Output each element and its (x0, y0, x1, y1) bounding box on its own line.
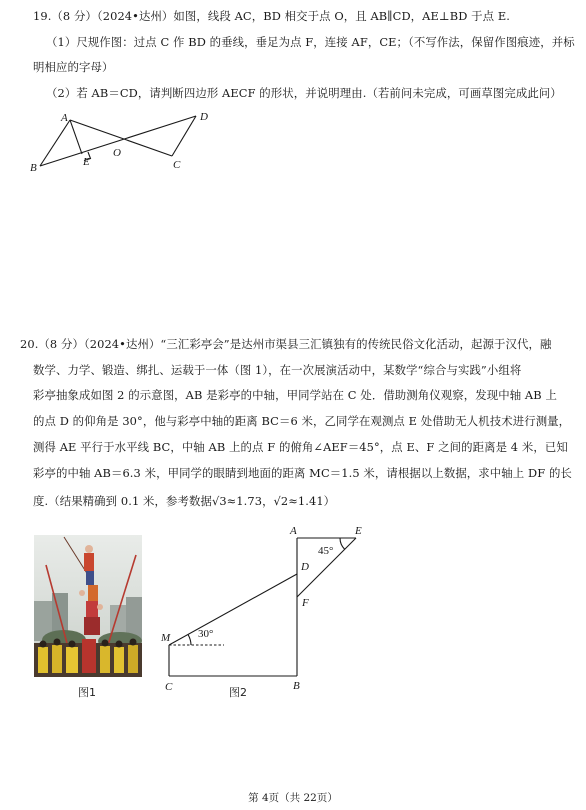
q20-line-2: 数学、力学、锻造、绑扎、运载于一体（图 1），在一次展演活动中，某数学“综合与实践”小组将 (33, 363, 522, 377)
segment-ac (70, 120, 172, 156)
angle-30-label: 30° (198, 628, 214, 640)
label-a: A (61, 112, 68, 124)
q19-figure (0, 0, 586, 180)
q20-line-1: 20.（8 分）（2024•达州）“三汇彩亭会”是达州市渠县三汇镇独有的传统民俗文化活动，起源于汉代，融 (20, 337, 552, 351)
label-b: B (293, 680, 300, 692)
angle-45-arc (340, 538, 345, 549)
figure-2-caption: 图2 (229, 686, 247, 699)
label-o: O (113, 147, 121, 159)
label-c: C (165, 681, 173, 693)
q20-line-5: 测得 AE 平行于水平线 BC，中轴 AB 上的点 F 的俯角∠AEF＝45°，点 E、F 之间的距离是 4 米，已知 (33, 440, 568, 454)
angle-45-label: 45° (318, 545, 334, 557)
label-a: A (290, 525, 297, 537)
segment-ae (70, 120, 82, 154)
q19-line-3: 明相应的字母） (33, 60, 114, 74)
q19-line-2: （1）尺规作图：过点 C 作 BD 的垂线，垂足为点 F，连接 AF，CE；（不写作法，保留作图痕迹，并标 (46, 35, 575, 49)
angle-30-arc (188, 635, 191, 646)
label-e: E (83, 156, 90, 168)
q19-line-4: （2）若 AB＝CD，请判断四边形 AECF 的形状，并说明理由.（若前问未完成，可画草图完成此问） (46, 86, 562, 100)
sightline-md (169, 574, 297, 645)
label-d: D (200, 111, 208, 123)
label-c: C (173, 159, 181, 171)
q20-line-6: 彩亭的中轴 AB＝6.3 米，甲同学的眼睛到地面的距离 MC＝1.5 米，请根据以上数据，求中轴上 DF 的长 (33, 466, 572, 480)
label-f: F (302, 597, 309, 609)
q20-line-4: 的点 D 的仰角是 30°，他与彩亭中轴的距离 BC＝6 米，乙同学在观测点 E 处借助无人机技术进行测量， (33, 414, 571, 428)
page-footer: 第 4页（共 22页） (248, 792, 338, 804)
caiting-photo (34, 535, 142, 677)
label-b: B (30, 162, 37, 174)
q20-line-3: 彩亭抽象成如图 2 的示意图，AB 是彩亭的中轴，甲同学站在 C 处．借助测角仪观察，发现中轴 AB 上 (33, 388, 557, 402)
label-m: M (161, 632, 171, 644)
figure-1-caption: 图1 (78, 686, 96, 699)
label-d: D (301, 561, 309, 573)
label-e: E (355, 525, 362, 537)
segment-ef (297, 538, 356, 597)
q20-line-7: 度.（结果精确到 0.1 米，参考数据√3≈1.73，√2≈1.41） (33, 494, 336, 508)
q19-line-1: 19.（8 分）（2024•达州）如图，线段 AC，BD 相交于点 O，且 AB∥CD，AE⊥BD 于点 E. (33, 9, 510, 23)
segment-ab (40, 120, 70, 166)
